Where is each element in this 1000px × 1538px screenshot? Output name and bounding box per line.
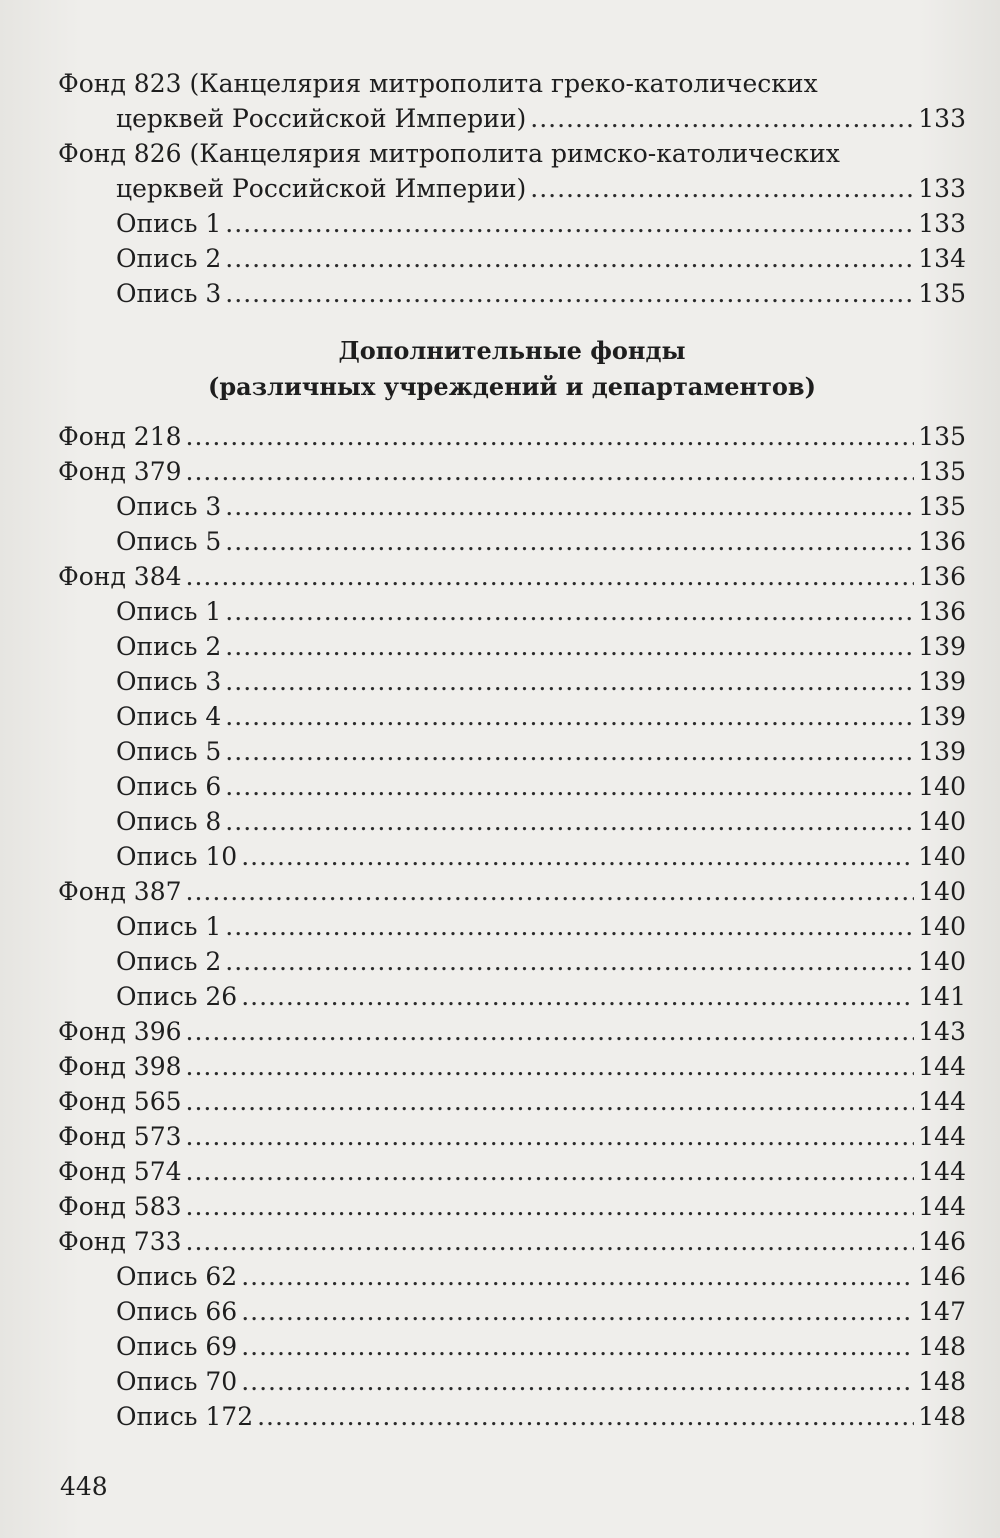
toc-page-number: 148	[918, 1367, 966, 1396]
toc-page-number: 144	[918, 1087, 966, 1116]
toc-entry	[58, 909, 966, 944]
toc-entry	[58, 1259, 966, 1294]
dot-leader	[225, 241, 914, 276]
toc-page-number: 146	[918, 1262, 966, 1291]
toc-entry-label: Фонд 398	[58, 1052, 182, 1081]
toc-entry-title-line	[58, 66, 966, 101]
toc-page-number: 143	[918, 1017, 966, 1046]
toc-page-number: 140	[918, 912, 966, 941]
toc-entry-label: Опись 1	[116, 209, 222, 238]
toc-entry-label: Фонд 379	[58, 457, 182, 486]
toc-page-number: 133	[918, 104, 966, 133]
dot-leader	[225, 804, 914, 839]
dot-leader	[225, 909, 914, 944]
toc-page-number: 139	[918, 632, 966, 661]
toc-page-number: 140	[918, 947, 966, 976]
toc-page-number: 147	[918, 1297, 966, 1326]
toc-page-number: 141	[918, 982, 966, 1011]
toc-entry-label: Опись 3	[116, 667, 222, 696]
toc-page-number: 140	[918, 807, 966, 836]
dot-leader	[225, 944, 914, 979]
toc-page-number: 135	[918, 457, 966, 486]
toc-entry-label: Фонд 573	[58, 1122, 182, 1151]
toc-page-number: 136	[918, 597, 966, 626]
toc-entry-label: Опись 8	[116, 807, 222, 836]
table-of-contents	[58, 66, 966, 1434]
dot-leader	[225, 276, 914, 311]
toc-entry-label: Опись 3	[116, 492, 222, 521]
dot-leader	[186, 419, 915, 454]
dot-leader	[530, 101, 914, 136]
toc-entry	[58, 1049, 966, 1084]
toc-page-number: 136	[918, 527, 966, 556]
toc-entry	[58, 206, 966, 241]
toc-entry-label: Опись 26	[116, 982, 238, 1011]
toc-entry	[58, 1329, 966, 1364]
toc-entry-label: Фонд 826 (Канцелярия митрополита римско-католических	[58, 139, 840, 168]
toc-page-number: 146	[918, 1227, 966, 1256]
toc-page-number: 148	[918, 1332, 966, 1361]
toc-entry	[58, 276, 966, 311]
toc-entry	[58, 489, 966, 524]
toc-entry-label: Опись 1	[116, 912, 222, 941]
toc-entry	[58, 101, 966, 136]
dot-leader	[530, 171, 914, 206]
toc-page-number: 135	[918, 422, 966, 451]
toc-entry	[58, 1154, 966, 1189]
toc-entry-label: Опись 3	[116, 279, 222, 308]
toc-entry-label: Опись 10	[116, 842, 238, 871]
toc-page-number: 136	[918, 562, 966, 591]
toc-entry-label: Опись 2	[116, 632, 222, 661]
toc-entry	[58, 944, 966, 979]
dot-leader	[241, 979, 914, 1014]
dot-leader	[225, 524, 914, 559]
toc-entry	[58, 734, 966, 769]
dot-leader	[225, 629, 914, 664]
toc-entry-label: Опись 2	[116, 947, 222, 976]
toc-page-number: 140	[918, 772, 966, 801]
toc-page-number: 139	[918, 737, 966, 766]
toc-entry	[58, 1224, 966, 1259]
toc-entry-label: Фонд 574	[58, 1157, 182, 1186]
toc-entry	[58, 1014, 966, 1049]
dot-leader	[186, 1154, 915, 1189]
toc-entry	[58, 559, 966, 594]
toc-entry	[58, 1084, 966, 1119]
toc-entry-label: Фонд 583	[58, 1192, 182, 1221]
toc-entry-label: Опись 4	[116, 702, 222, 731]
dot-leader	[225, 664, 914, 699]
toc-entry-label: Опись 6	[116, 772, 222, 801]
toc-entry	[58, 594, 966, 629]
dot-leader	[241, 839, 914, 874]
toc-entry	[58, 629, 966, 664]
toc-page-number: 139	[918, 702, 966, 731]
toc-entry	[58, 804, 966, 839]
toc-page-number: 133	[918, 209, 966, 238]
toc-entry-label: Фонд 218	[58, 422, 182, 451]
toc-page-number: 144	[918, 1052, 966, 1081]
section-heading	[58, 333, 966, 405]
dot-leader	[225, 769, 914, 804]
toc-entry-label: Фонд 396	[58, 1017, 182, 1046]
toc-entry	[58, 241, 966, 276]
toc-entry-label: Фонд 565	[58, 1087, 182, 1116]
dot-leader	[225, 594, 914, 629]
toc-entry-label: Фонд 384	[58, 562, 182, 591]
toc-entry	[58, 664, 966, 699]
toc-entry	[58, 419, 966, 454]
toc-entry	[58, 979, 966, 1014]
dot-leader	[186, 1224, 915, 1259]
toc-entry-label: Опись 172	[116, 1402, 254, 1431]
toc-entry	[58, 171, 966, 206]
toc-page-number: 135	[918, 279, 966, 308]
dot-leader	[241, 1329, 914, 1364]
toc-entry-label: Опись 70	[116, 1367, 238, 1396]
toc-page-number: 140	[918, 842, 966, 871]
page-number: 448	[60, 1472, 108, 1501]
toc-page-number: 135	[918, 492, 966, 521]
dot-leader	[225, 206, 914, 241]
toc-entry	[58, 524, 966, 559]
toc-entry	[58, 1364, 966, 1399]
toc-entry	[58, 699, 966, 734]
toc-entry	[58, 1189, 966, 1224]
toc-page-number: 133	[918, 174, 966, 203]
toc-entry-label: Фонд 823 (Канцелярия митрополита греко-католических	[58, 69, 818, 98]
dot-leader	[257, 1399, 914, 1434]
dot-leader	[186, 1119, 915, 1154]
dot-leader	[186, 559, 915, 594]
toc-page-number: 144	[918, 1122, 966, 1151]
dot-leader	[225, 489, 914, 524]
dot-leader	[186, 874, 915, 909]
dot-leader	[241, 1259, 914, 1294]
toc-entry	[58, 1119, 966, 1154]
toc-page-number: 144	[918, 1157, 966, 1186]
toc-entry-label: Опись 66	[116, 1297, 238, 1326]
toc-entry-label: Опись 2	[116, 244, 222, 273]
toc-entry	[58, 1399, 966, 1434]
toc-page-number: 139	[918, 667, 966, 696]
dot-leader	[241, 1294, 914, 1329]
dot-leader	[186, 1189, 915, 1224]
toc-entries-list	[58, 419, 966, 1434]
dot-leader	[186, 1084, 915, 1119]
toc-entry	[58, 769, 966, 804]
toc-entry	[58, 454, 966, 489]
toc-entry-label: Опись 1	[116, 597, 222, 626]
toc-entry	[58, 839, 966, 874]
toc-page-number: 144	[918, 1192, 966, 1221]
toc-page-number: 134	[918, 244, 966, 273]
toc-entry-label: Опись 69	[116, 1332, 238, 1361]
dot-leader	[225, 734, 914, 769]
toc-entry	[58, 1294, 966, 1329]
toc-entry-label: Опись 5	[116, 527, 222, 556]
section-heading-subtitle: (различных учреждений и департаментов)	[208, 372, 816, 401]
toc-entry-title-line	[58, 136, 966, 171]
dot-leader	[186, 1049, 915, 1084]
section-heading-title: Дополнительные фонды	[338, 336, 686, 365]
toc-entry-label: церквей Российской Империи)	[116, 104, 527, 133]
toc-entry	[58, 874, 966, 909]
dot-leader	[225, 699, 914, 734]
toc-entry-label: Опись 5	[116, 737, 222, 766]
dot-leader	[186, 454, 915, 489]
toc-entry-label: церквей Российской Империи)	[116, 174, 527, 203]
toc-entry-label: Фонд 387	[58, 877, 182, 906]
toc-page-number: 140	[918, 877, 966, 906]
toc-entry-label: Фонд 733	[58, 1227, 182, 1256]
toc-page-number: 148	[918, 1402, 966, 1431]
toc-entry-label: Опись 62	[116, 1262, 238, 1291]
dot-leader	[241, 1364, 914, 1399]
dot-leader	[186, 1014, 915, 1049]
